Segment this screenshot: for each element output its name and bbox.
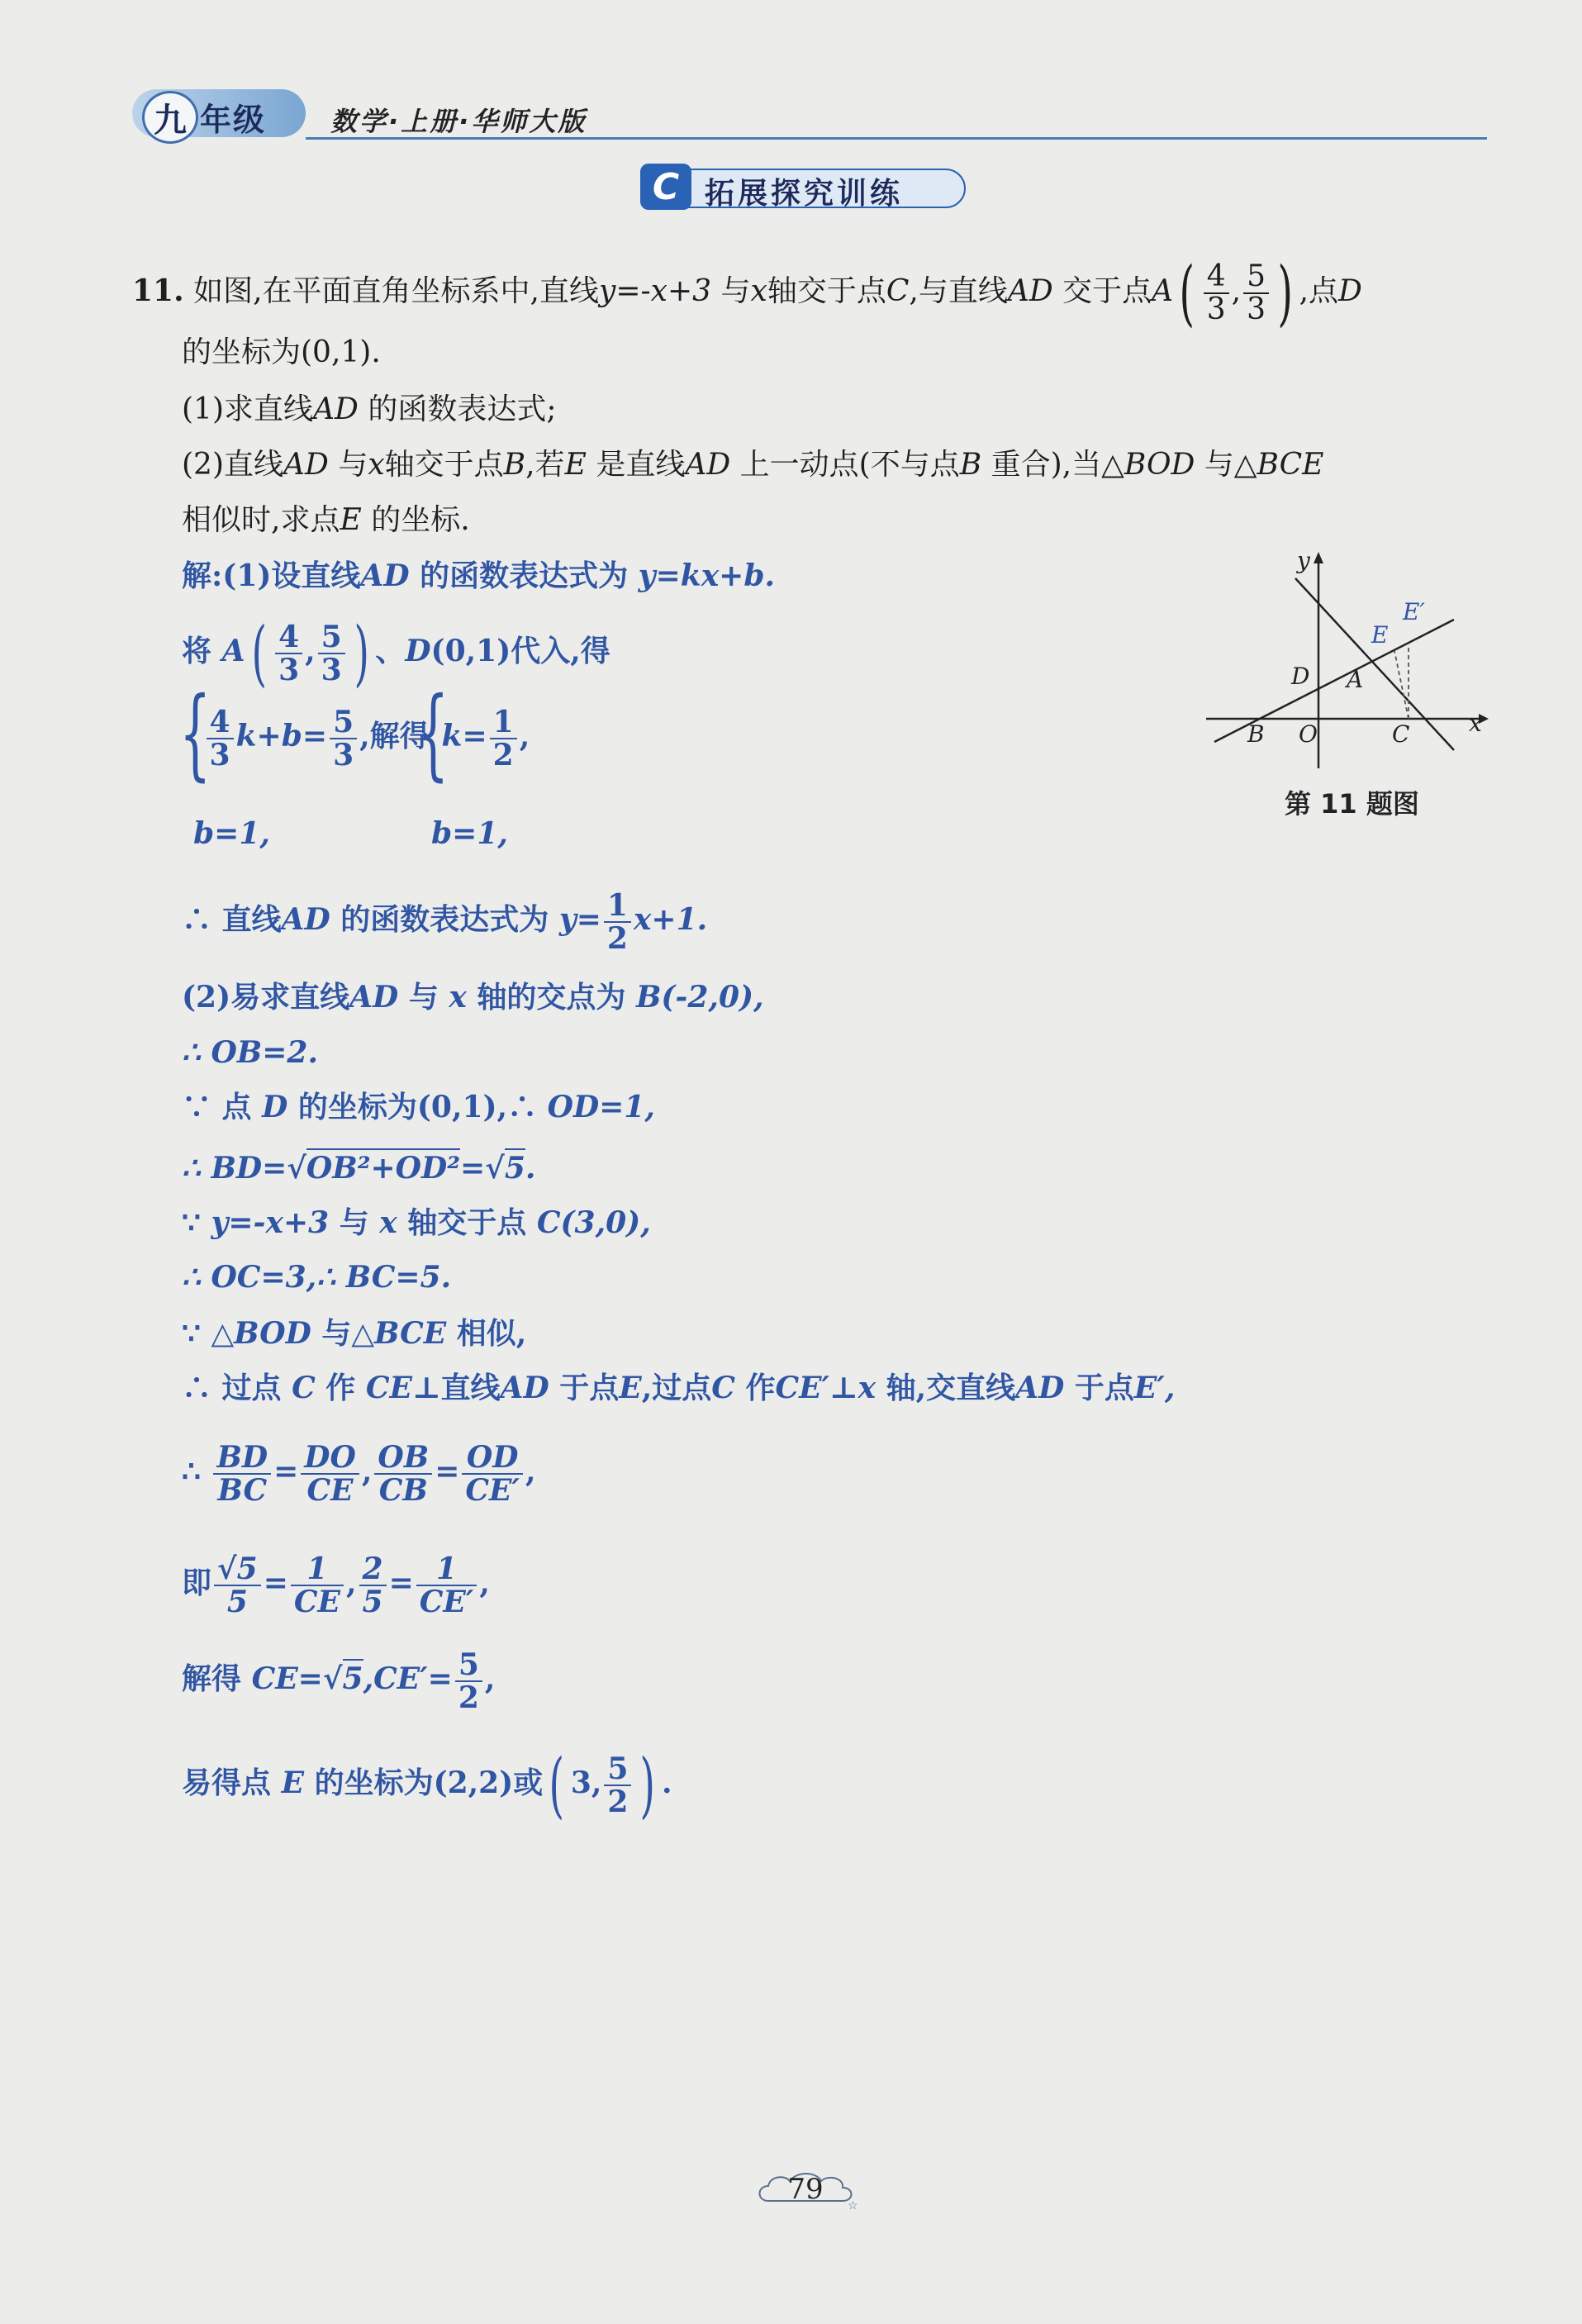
s-text: 于点 (1074, 1371, 1134, 1405)
q-var: AD (1007, 274, 1053, 308)
fraction (214, 1553, 261, 1618)
s-text: , (484, 1661, 496, 1696)
solution-line-6 (182, 979, 764, 1015)
s-text: 轴,交直线 (886, 1371, 1016, 1405)
label-c: C (1392, 720, 1410, 748)
s-equation: y= (558, 902, 601, 937)
q-text: ,若 (525, 448, 565, 482)
s-var: x (858, 1371, 877, 1405)
radicand: 5 (505, 1148, 525, 1186)
numerator: 1 (490, 706, 517, 739)
q-text: 与△ (1204, 448, 1257, 482)
denominator: CE (306, 1473, 354, 1508)
solution-line-5 (182, 890, 707, 954)
s-equation: C(3,0), (536, 1205, 651, 1240)
label-e-prime: E′ (1403, 598, 1425, 625)
fraction (374, 1442, 432, 1506)
s-text: 3, (570, 1766, 602, 1800)
q-text: ,点 (1299, 274, 1339, 308)
q-var: E (564, 448, 587, 482)
denominator: CB (378, 1473, 428, 1508)
fraction (1204, 261, 1229, 326)
fraction (291, 1553, 344, 1618)
s-var: AD (360, 558, 410, 593)
s-equation: y=-x+3 (211, 1205, 330, 1240)
paren-open: ( (549, 1744, 565, 1827)
question-number: 11. (132, 273, 184, 308)
s-equation: OD=1, (547, 1090, 655, 1124)
subject-title: 数学·上册·华师大版 (330, 106, 587, 137)
s-text: ,过点 (641, 1371, 712, 1405)
denominator: 3 (278, 653, 300, 687)
y-axis-arrow (1314, 552, 1323, 563)
s-text: , (525, 1454, 536, 1489)
banner-letter: C (640, 164, 691, 210)
fraction (462, 1442, 523, 1506)
fraction (359, 1553, 387, 1618)
q-text: (1)求直线 (182, 392, 313, 426)
numerator: 1 (291, 1553, 344, 1586)
numerator: 1 (416, 1553, 477, 1586)
page-number: 79 (787, 2173, 824, 2206)
q-text: 与 (338, 448, 368, 482)
s-text: 轴的交点为 (477, 980, 626, 1015)
numerator: 4 (207, 706, 234, 739)
s-equation: x+1. (633, 902, 708, 937)
s-text: = (273, 1454, 299, 1489)
s-var: C (711, 1371, 735, 1405)
s-text: 的坐标为(2,2)或 (314, 1766, 544, 1800)
s-var: BOD (234, 1316, 311, 1351)
paren-open: ( (1179, 252, 1195, 335)
q-var: AD (283, 448, 329, 482)
s-text: (0,1)代入,得 (430, 634, 610, 668)
banner-title: 拓展探究训练 (705, 177, 904, 211)
s-text: 、 (375, 634, 406, 668)
solution-line-17 (182, 1744, 672, 1827)
s-equation: ∴ OC=3,∴ BC=5. (182, 1260, 452, 1295)
question-part-1 (182, 392, 556, 428)
s-text: ⊥直线 (411, 1371, 501, 1405)
s-text: 的函数表达式为 (340, 902, 549, 937)
question-part-2-line-2 (182, 502, 470, 539)
page-header (132, 89, 1487, 139)
paren-close: ) (1277, 252, 1294, 335)
q-text: 的函数表达式; (368, 392, 557, 426)
s-text: 作 (745, 1371, 776, 1405)
s-var: A (221, 634, 245, 668)
label-o: O (1299, 720, 1318, 748)
q-var: B (959, 448, 982, 482)
s-text: ⊥ (829, 1371, 858, 1405)
s-text: = (435, 1454, 460, 1489)
denominator: 5 (362, 1585, 383, 1619)
numerator: 4 (275, 621, 302, 654)
numerator: 1 (604, 890, 631, 923)
s-text: , (346, 1566, 357, 1600)
solution-line-1 (182, 558, 775, 594)
s-text: 与△ (321, 1316, 375, 1351)
solution-line-9: ∴ BD=√OB²+OD²=√5. (182, 1150, 535, 1186)
q-var: A (1152, 274, 1174, 308)
fraction (301, 1442, 359, 1506)
q-text: 交于点 (1062, 274, 1152, 308)
s-text: , (361, 1454, 373, 1489)
numerator: 4 (1204, 261, 1229, 294)
denominator: CE′ (419, 1585, 474, 1619)
s-equation: ,CE′= (363, 1661, 453, 1696)
label-x: x (1469, 710, 1482, 737)
label-y: y (1297, 547, 1310, 574)
q-text: 轴交于点 (767, 274, 886, 308)
s-text: 轴交于点 (407, 1205, 527, 1240)
fraction (604, 890, 631, 954)
denominator: 3 (321, 653, 342, 687)
s-text: ∴ (182, 1454, 201, 1489)
s-equation: k+b= (235, 719, 328, 753)
fraction (275, 621, 302, 686)
label-e: E (1371, 621, 1389, 649)
q-var: C (886, 274, 910, 308)
fraction (1243, 261, 1269, 326)
brace-left: { (179, 677, 211, 791)
numerator: DO (301, 1442, 359, 1475)
s-var: D (262, 1090, 288, 1124)
s-text: 的函数表达式为 (420, 558, 629, 593)
coordinate-figure (1206, 545, 1491, 785)
s-var: AD (1015, 1371, 1065, 1405)
fraction (455, 1649, 482, 1713)
s-text: 易得点 (182, 1766, 272, 1800)
solution-line-13 (182, 1370, 1175, 1406)
s-text: ∴ 直线 (182, 902, 282, 937)
q-text: 上一动点(不与点 (739, 448, 960, 482)
q-equation: y=-x+3 (598, 274, 712, 308)
q-text: 重合),当△ (991, 448, 1124, 482)
fraction (416, 1553, 477, 1618)
s-text: 于点 (559, 1371, 620, 1405)
s-equation: . (525, 1151, 536, 1186)
question-line-1: 11. 如图,在平面直角坐标系中,直线y=-x+3 与x轴交于点C,与直线AD 交于点A( $\frac{4}{3}$ , $\frac{5}{3}$ ) ,点D (132, 252, 1362, 335)
ce-dashed (1394, 651, 1409, 719)
section-banner (640, 164, 987, 211)
system-right-b (431, 815, 508, 852)
s-equation: b=1, (193, 816, 270, 851)
q-var: x (750, 274, 767, 308)
q-var: BCE (1257, 448, 1324, 482)
solution-line-11 (182, 1259, 451, 1295)
solution-line-12 (182, 1315, 526, 1352)
numerator: OD (462, 1442, 523, 1475)
solution-line-7 (182, 1034, 318, 1071)
fraction (213, 1442, 271, 1506)
s-var: x (449, 980, 467, 1015)
numerator: 5 (330, 706, 357, 739)
denominator: 2 (492, 738, 514, 772)
q-text: ,与直线 (909, 274, 1008, 308)
page-number-badge (752, 2165, 859, 2214)
s-var: CE (365, 1371, 412, 1405)
denominator: 3 (1247, 292, 1266, 326)
denominator: CE (293, 1585, 340, 1619)
solution-line-8 (182, 1089, 655, 1125)
q-var: AD (685, 448, 731, 482)
solution-line-16: 解得 CE=√5,CE′= $\frac{5}{2}$ , (182, 1647, 496, 1715)
label-a: A (1347, 666, 1364, 693)
s-var: BCE (374, 1316, 447, 1351)
q-var: D (1338, 274, 1362, 308)
q-text: 是直线 (596, 448, 686, 482)
label-b: B (1247, 720, 1265, 748)
paren-close: ) (640, 1744, 656, 1827)
numerator: 5 (455, 1649, 482, 1682)
s-equation: k= (441, 719, 487, 753)
numerator: √5 (214, 1553, 261, 1586)
fraction (604, 1753, 631, 1818)
fraction (330, 706, 357, 771)
s-var: x (379, 1205, 397, 1240)
s-equation: ∴ OB=2. (182, 1035, 318, 1070)
q-text: 相似时,求点 (182, 503, 340, 537)
radicand: 5 (343, 1659, 363, 1696)
numerator: OB (374, 1442, 432, 1475)
q-text: 轴交于点 (384, 448, 504, 482)
q-var: AD (313, 392, 359, 426)
s-text: 作 (325, 1371, 356, 1405)
fraction (490, 706, 517, 771)
s-var: C (292, 1371, 316, 1405)
s-text: 与 (408, 980, 439, 1015)
question-part-2 (182, 447, 1323, 483)
s-text: . (662, 1766, 672, 1800)
s-equation: y=kx+b. (638, 558, 776, 593)
denominator: 3 (1206, 292, 1226, 326)
q-text: (2)直线 (182, 448, 283, 482)
system-left (179, 677, 430, 791)
s-equation: b=1, (431, 816, 508, 851)
q-var: BOD (1124, 448, 1195, 482)
s-text: ∵ (182, 1205, 201, 1240)
fraction (318, 621, 345, 686)
s-var: E (619, 1371, 642, 1405)
s-text: , (479, 1566, 490, 1600)
denominator: 5 (226, 1585, 248, 1619)
s-equation: ∴ BD= (182, 1151, 287, 1186)
grade-char: 九 (142, 91, 198, 144)
s-var: E′, (1133, 1371, 1176, 1405)
s-text: ,解得 (359, 719, 430, 753)
brace-right: { (417, 677, 449, 791)
s-text: ∴ 过点 (182, 1371, 282, 1405)
question-line-2: 的坐标为(0,1). (182, 335, 381, 369)
q-text: 如图,在平面直角坐标系中,直线 (193, 274, 599, 308)
s-text: 相似, (456, 1316, 527, 1351)
s-text: 与 (339, 1205, 369, 1240)
svg-text:☆: ☆ (848, 2199, 858, 2212)
header-rule (306, 137, 1487, 140)
paren-open: ( (251, 612, 267, 695)
system-left-b (193, 815, 270, 852)
solution-line-2: 将 A( $\frac{4}{3}$ , $\frac{5}{3}$ ) 、D(0,1)代入,得 (182, 612, 610, 695)
denominator: CE′ (465, 1473, 520, 1508)
paren-close: ) (354, 612, 369, 695)
denominator: BC (217, 1473, 268, 1508)
denominator: 3 (333, 738, 354, 772)
s-text: ∵ △ (182, 1316, 235, 1351)
q-text: 与 (720, 274, 751, 308)
solution-line-15 (182, 1553, 490, 1618)
numerator: 5 (604, 1753, 631, 1786)
figure-caption: 第 11 题图 (1285, 788, 1419, 820)
radicand: OB²+OD² (306, 1148, 460, 1186)
system-right (417, 677, 530, 791)
denominator: 3 (209, 738, 230, 772)
s-text: , (519, 719, 530, 753)
s-text: 的坐标为(0,1),∴ (297, 1090, 538, 1124)
s-text: = (263, 1566, 288, 1600)
q-var: E (340, 503, 362, 537)
s-var: CE′ (775, 1371, 830, 1405)
s-text: = (388, 1566, 414, 1600)
s-text: ∵ 点 (182, 1090, 252, 1124)
s-var: AD (500, 1371, 549, 1405)
solution-line-14 (182, 1442, 536, 1506)
q-var: x (368, 448, 385, 482)
q-text: 的坐标. (371, 503, 470, 537)
label-d: D (1291, 663, 1310, 690)
s-text: 解:(1)设直线 (182, 558, 361, 593)
s-text: 解得 (182, 1661, 242, 1696)
grade-badge (132, 89, 306, 140)
numerator: BD (213, 1442, 271, 1475)
s-equation: = (460, 1151, 486, 1186)
denominator: 2 (458, 1680, 479, 1715)
grade-text: 年级 (200, 102, 267, 138)
solution-line-10 (182, 1205, 651, 1241)
s-text: 将 (182, 634, 212, 668)
s-var: AD (281, 902, 330, 937)
s-var: D (405, 634, 431, 668)
denominator: 2 (606, 921, 628, 956)
s-equation: CE= (251, 1661, 323, 1696)
s-var: E (281, 1766, 305, 1800)
numerator: 2 (359, 1553, 387, 1586)
s-equation: B(-2,0), (635, 980, 764, 1015)
q-var: B (503, 448, 526, 482)
numerator: 5 (318, 621, 345, 654)
s-var: AD (349, 980, 399, 1015)
s-text: (2)易求直线 (182, 980, 350, 1015)
denominator: 2 (607, 1785, 629, 1819)
numerator: 5 (1243, 261, 1269, 294)
s-text: 即 (182, 1566, 212, 1600)
